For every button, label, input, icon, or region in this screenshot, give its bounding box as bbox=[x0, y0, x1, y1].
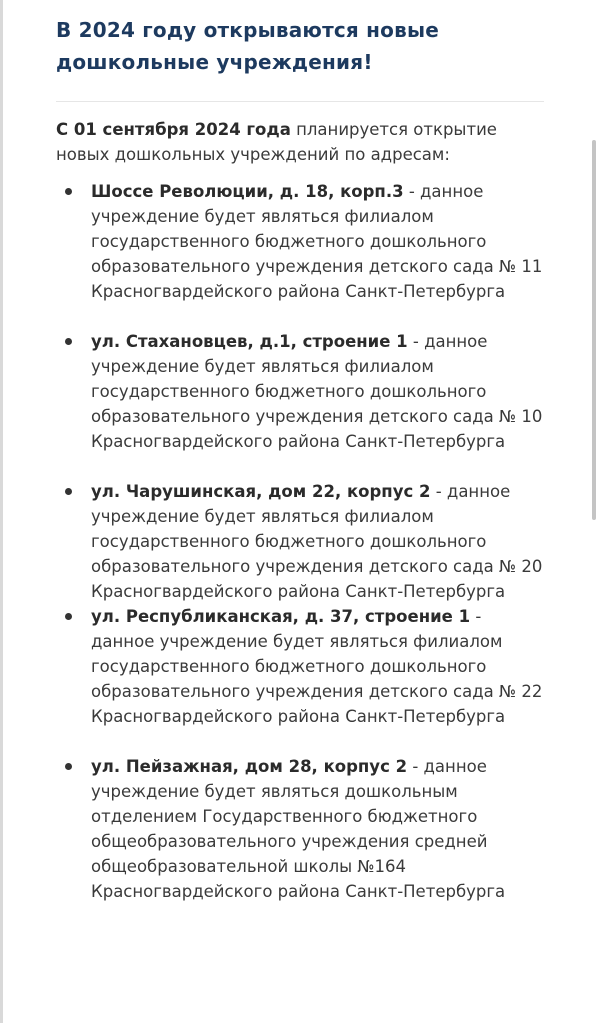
list-item bbox=[56, 179, 544, 304]
bullet-icon bbox=[65, 613, 72, 620]
list-item bbox=[56, 604, 544, 729]
item-description: - данное учреждение будет являться филиалом государственного бюджетного дошкольного образовательного учреждения детского сада № 11 Красногвардейского района Санкт-Петербурга bbox=[91, 182, 543, 301]
title-line-1: В 2024 году открываются новые bbox=[56, 18, 439, 42]
item-address: ул. Республиканская, д. 37, строение 1 bbox=[91, 607, 471, 626]
bullet-icon bbox=[65, 763, 72, 770]
item-description: - данное учреждение будет являться филиалом государственного бюджетного дошкольного образовательного учреждения детского сада № 22 Красногвардейского района Санкт-Петербурга bbox=[91, 607, 543, 726]
item-description: - данное учреждение будет являться филиалом государственного бюджетного дошкольного образовательного учреждения детского сада № 20 Красногвардейского района Санкт-Петербурга bbox=[91, 482, 543, 601]
intro-text: планируется открытие новых дошкольных учреждений по адресам: bbox=[56, 120, 497, 164]
list-item bbox=[56, 479, 544, 604]
bullet-icon bbox=[65, 188, 72, 195]
article bbox=[56, 14, 544, 904]
address-list bbox=[56, 179, 544, 904]
bullet-icon bbox=[65, 488, 72, 495]
list-item bbox=[56, 329, 544, 454]
list-item bbox=[56, 754, 544, 904]
item-description: - данное учреждение будет являться филиалом государственного бюджетного дошкольного образовательного учреждения детского сада № 10 Красногвардейского района Санкт-Петербурга bbox=[91, 332, 543, 451]
item-address: ул. Стахановцев, д.1, строение 1 bbox=[91, 332, 408, 351]
item-address: ул. Чарушинская, дом 22, корпус 2 bbox=[91, 482, 431, 501]
intro-date: С 01 сентября 2024 года bbox=[56, 120, 291, 139]
bullet-icon bbox=[65, 338, 72, 345]
item-address: ул. Пейзажная, дом 28, корпус 2 bbox=[91, 757, 408, 776]
title-line-2: дошкольные учреждения! bbox=[56, 50, 373, 74]
scrollbar-thumb[interactable] bbox=[592, 140, 596, 520]
item-description: - данное учреждение будет являться дошкольным отделением Государственного бюджетного общеобразовательного учреждения средней общеобразовательной школы №164 Красногвардейского района Санкт-Петербурга bbox=[91, 757, 506, 901]
page-title bbox=[56, 14, 544, 78]
left-page-edge bbox=[0, 0, 3, 1023]
intro-paragraph bbox=[56, 117, 544, 167]
item-address: Шоссе Революции, д. 18, корп.3 bbox=[91, 182, 404, 201]
divider bbox=[56, 101, 544, 102]
